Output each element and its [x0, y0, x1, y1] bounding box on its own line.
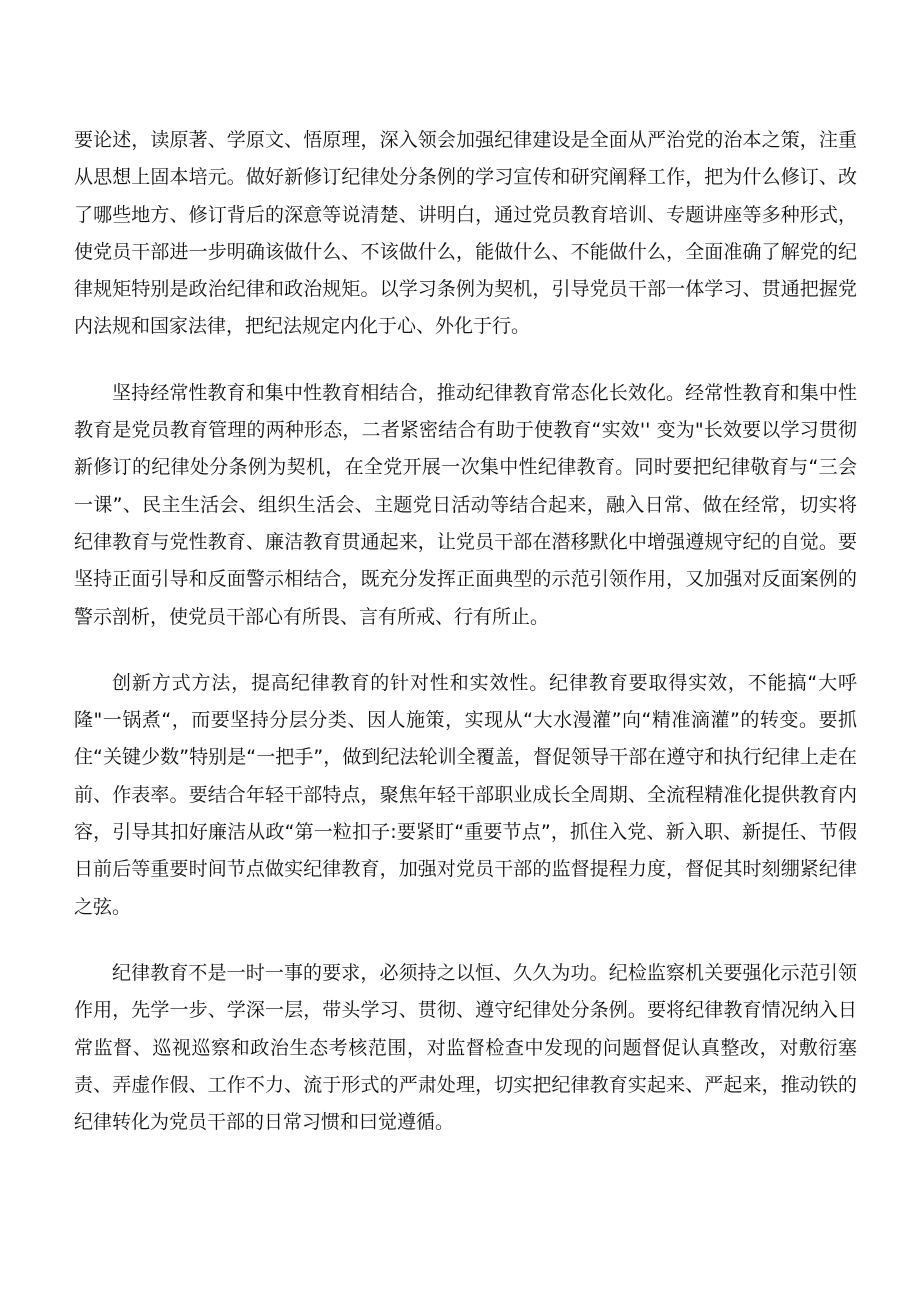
- paragraph-3: 创新方式方法，提高纪律教育的针对性和实效性。纪律教育要取得实效，不能搞“大呼隆"一锅煮“，而要坚持分层分类、因人施策，实现从“大水漫灌”向“精准滴灌”的转变。要抓住“关键少数”特别是“一把手”，做到纪法轮训全覆盖，督促领导干部在遵守和执行纪律上走在前、作表率。要结合年轻干部特点，聚焦年轻干部职业成长全周期、全流程精准化提供教育内容，引导其扣好廉洁从政“第一粒扣子:要紧盯“重要节点”，抓住入党、新入职、新提任、节假日前后等重要时间节点做实纪律教育，加强对党员干部的监督提程力度，督促其时刻绷紧纪律之弦。: [74, 671, 857, 918]
- paragraph-1: 要论述，读原著、学原文、悟原理，深入领会加强纪律建设是全面从严治党的治本之策，注重从思想上固本培元。做好新修订纪律处分条例的学习宣传和研究阐释工作，把为什么修订、改了哪些地方、修订背后的深意等说清楚、讲明白，通过党员教育培训、专题讲座等多种形式，使党员干部进一步明确该做什么、不该做什么，能做什么、不能做什么，全面准确了解党的纪律规矩特别是政治纪律和政治规矩。以学习条例为契机，引导党员干部一体学习、贯通把握党内法规和国家法律，把纪法规定内化于心、外化于行。: [74, 129, 857, 338]
- paragraph-4: 纪律教育不是一时一事的要求，必须持之以恒、久久为功。纪检监察机关要强化示范引领作用，先学一步、学深一层，带头学习、贯彻、遵守纪律处分条例。要将纪律教育情况纳入日常监督、巡视巡察和政治生态考核范围，对监督检查中发现的问题督促认真整改，对敷衍塞责、弄虚作假、工作不力、流于形式的严肃处理，切实把纪律教育实起来、严起来，推动铁的纪律转化为党员干部的日常习惯和曰觉遵循。: [74, 961, 857, 1134]
- paragraph-2: 坚持经常性教育和集中性教育相结合，推动纪律教育常态化长效化。经常性教育和集中性教育是党员教育管理的两种形态，二者紧密结合有助于使教育“实效'' 变为"长效要以学习贯彻新修订的纪律处分条例为契机，在全党开展一次集中性纪律教育。同时要把纪律敬育与“三会一课”、民主生活会、组织生活会、主题党日活动等结合起来，融入日常、做在经常，切实将纪律教育与党性教育、廉洁教育贯通起来，让党员干部在潜移默化中增强遵规守纪的自觉。要坚持正面引导和反面警示相结合，既充分发挥正面典型的示范引领作用，又加强对反面案例的警示剖析，使党员干部心有所畏、言有所戒、行有所止。: [74, 381, 857, 628]
- document-body: [74, 122, 857, 1170]
